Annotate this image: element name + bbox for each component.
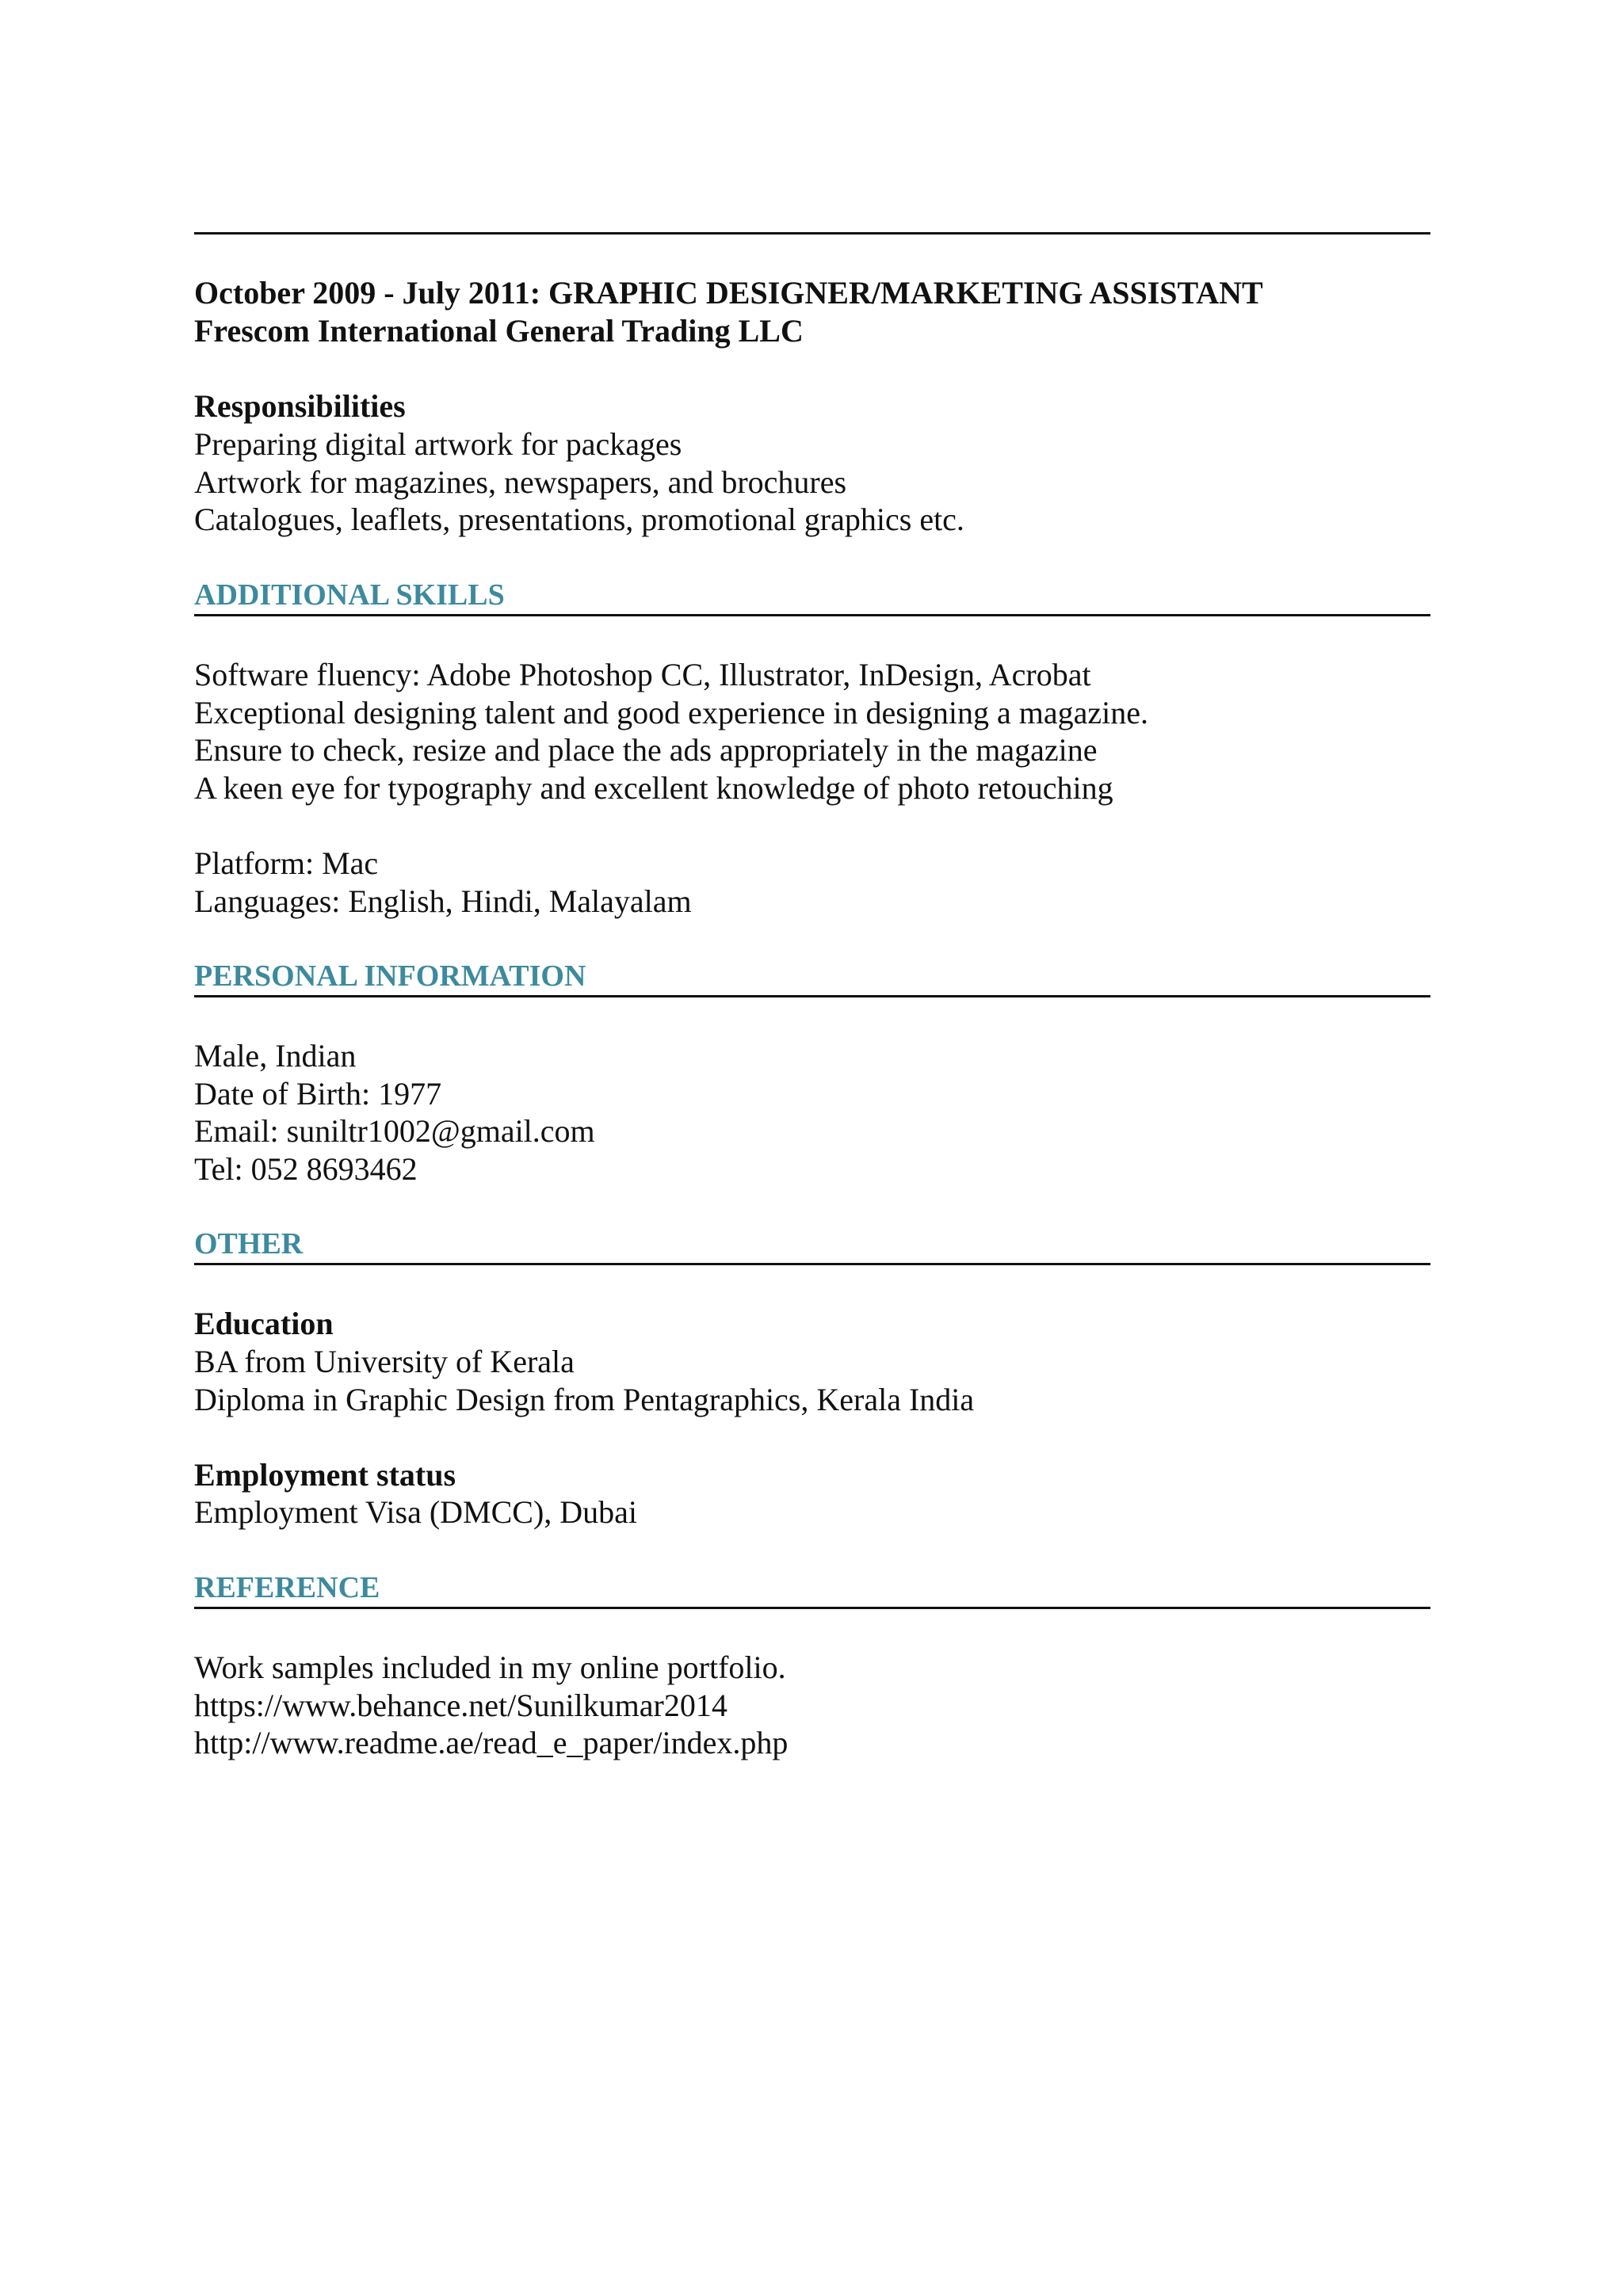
other-divider xyxy=(194,1263,1430,1265)
personal-info-tel: Tel: 052 8693462 xyxy=(194,1151,418,1187)
responsibility-item: Catalogues, leaflets, presentations, promotional graphics etc. xyxy=(194,502,964,537)
personal-info-email: Email: suniltr1002@gmail.com xyxy=(194,1113,595,1149)
top-divider xyxy=(194,232,1430,235)
skill-line: Ensure to check, resize and place the ads appropriately in the magazine xyxy=(194,732,1098,768)
reference-line: Work samples included in my online portfolio. xyxy=(194,1650,786,1685)
responsibilities-label: Responsibilities xyxy=(194,388,406,424)
reference-link[interactable]: http://www.readme.ae/read_e_paper/index.php xyxy=(194,1725,789,1760)
personal-information-heading: PERSONAL INFORMATION xyxy=(194,959,586,993)
personal-info-line: Date of Birth: 1977 xyxy=(194,1076,442,1112)
responsibility-item: Preparing digital artwork for packages xyxy=(194,426,682,462)
additional-skills-divider xyxy=(194,614,1430,616)
reference-link[interactable]: https://www.behance.net/Sunilkumar2014 xyxy=(194,1688,727,1723)
platform-line: Platform: Mac xyxy=(194,845,379,881)
personal-info-line: Male, Indian xyxy=(194,1038,357,1074)
skill-line: Software fluency: Adobe Photoshop CC, Illustrator, InDesign, Acrobat xyxy=(194,657,1091,692)
employment-status-label: Employment status xyxy=(194,1457,456,1493)
reference-heading: REFERENCE xyxy=(194,1571,380,1604)
education-item: Diploma in Graphic Design from Pentagraphics, Kerala India xyxy=(194,1382,975,1417)
languages-line: Languages: English, Hindi, Malayalam xyxy=(194,883,692,919)
additional-skills-heading: ADDITIONAL SKILLS xyxy=(194,578,505,612)
other-heading: OTHER xyxy=(194,1227,304,1261)
reference-divider xyxy=(194,1607,1430,1609)
responsibility-item: Artwork for magazines, newspapers, and brochures xyxy=(194,464,847,500)
education-label: Education xyxy=(194,1306,334,1341)
employment-status-value: Employment Visa (DMCC), Dubai xyxy=(194,1494,638,1530)
job-company: Frescom International General Trading LLC xyxy=(194,313,804,349)
education-item: BA from University of Kerala xyxy=(194,1344,575,1379)
skill-line: A keen eye for typography and excellent knowledge of photo retouching xyxy=(194,770,1113,806)
personal-information-divider xyxy=(194,995,1430,997)
skill-line: Exceptional designing talent and good experience in designing a magazine. xyxy=(194,695,1149,730)
job-title-line: October 2009 - July 2011: GRAPHIC DESIGNER/MARKETING ASSISTANT xyxy=(194,275,1263,311)
